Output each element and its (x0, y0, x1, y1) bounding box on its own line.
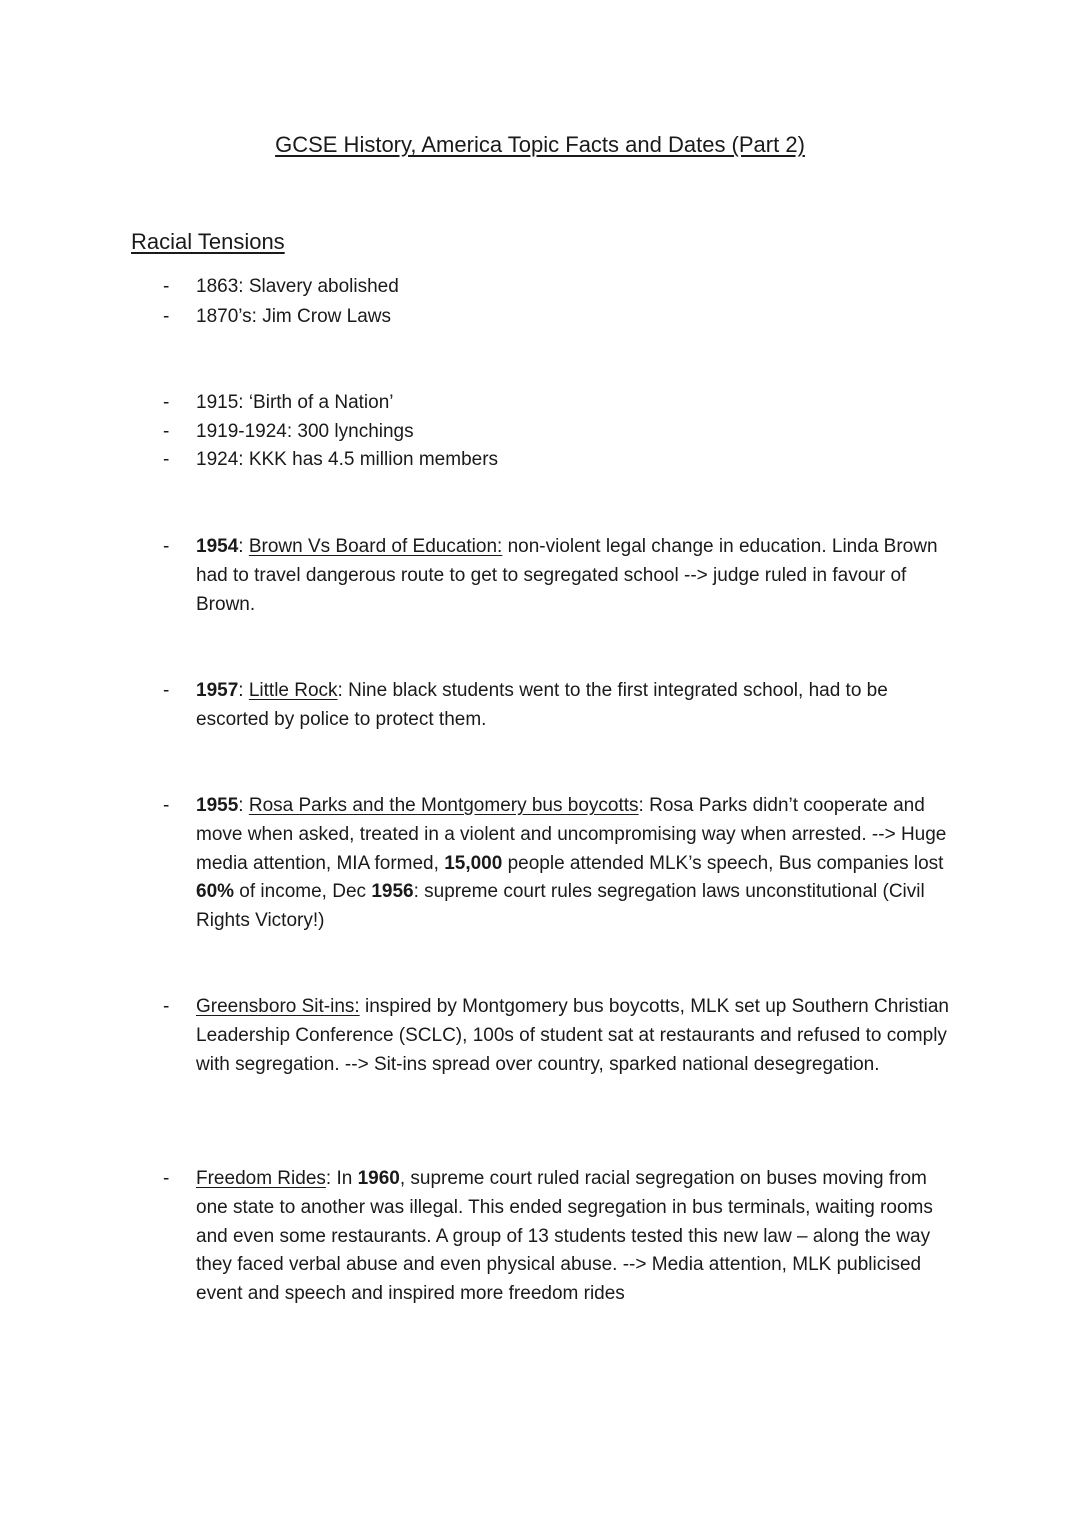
item-body: : supreme court rules segregation laws unconstitutional (Civil Rights Victory!) (196, 881, 925, 932)
page-title: GCSE History, America Topic Facts and Dates (Part 2) (275, 132, 805, 157)
item-bold: 1960 (357, 1168, 400, 1189)
list-item-rosa-parks (163, 792, 953, 936)
item-body: inspired by Montgomery bus boycotts, MLK set up Southern Christian Leadership Conference (SCLC), 100s of student sat at restaurants and refused to comply with segregation. --> Sit-ins spread over country, sparked national desegregation. (196, 996, 949, 1075)
bullet-marker: - (163, 680, 170, 701)
bullet-marker: - (163, 449, 170, 470)
item-body: of income, Dec (234, 881, 372, 903)
bullet-marker: - (163, 276, 170, 297)
bullet-marker: - (163, 536, 170, 557)
item-text: 1919-1924: 300 lynchings (196, 421, 414, 442)
item-date: 1954 (196, 536, 239, 557)
list-item (163, 418, 953, 447)
item-text: 1924: KKK has 4.5 million members (196, 449, 499, 470)
item-body: , supreme court ruled racial segregation on buses moving from one state to another was illegal. This ended segregation in bus terminals, waiting rooms and even some restaurants. A group of 13 students tested this new law – along the way they faced verbal abuse and even physical abuse. --> Media attention, MLK publicised event and speech and inspired more freedom rides (196, 1168, 933, 1305)
list-item-greensboro (163, 993, 953, 1079)
item-bold: 15,000 (444, 852, 503, 874)
separator: : (238, 536, 249, 557)
item-topic: Little Rock (248, 680, 338, 701)
item-text (196, 533, 953, 619)
separator: : (238, 795, 249, 816)
item-topic: Rosa Parks and the Montgomery bus boycotts (248, 795, 639, 816)
separator: : (238, 680, 249, 701)
item-text (196, 792, 953, 936)
item-bold: 1956 (371, 881, 414, 903)
bullet-marker: - (163, 996, 170, 1017)
item-date: 1955 (196, 795, 239, 816)
list-item (163, 446, 953, 475)
item-text (196, 993, 953, 1079)
item-text: 1870’s: Jim Crow Laws (196, 306, 392, 327)
item-text (196, 1165, 953, 1309)
item-topic: Brown Vs Board of Education: (248, 536, 503, 557)
list-item (163, 303, 953, 332)
bullet-marker: - (163, 421, 170, 442)
list-item-brown-vs-board (163, 533, 953, 619)
bullet-marker: - (163, 392, 170, 413)
item-text (196, 677, 953, 735)
item-date: 1957 (196, 680, 239, 701)
item-text: 1915: ‘Birth of a Nation’ (196, 392, 394, 413)
list-item (163, 273, 953, 302)
item-body: : In (325, 1168, 358, 1189)
section-heading: Racial Tensions (131, 229, 285, 254)
bullet-marker: - (163, 795, 170, 816)
bullet-marker: - (163, 1168, 170, 1189)
list-item (163, 389, 953, 418)
item-body: people attended MLK’s speech, Bus companies lost (502, 852, 944, 874)
item-body: : Nine black students went to the first integrated school, had to be escorted by police to protect them. (196, 680, 888, 730)
item-topic: Greensboro Sit-ins: (196, 996, 360, 1017)
bullet-marker: - (163, 306, 170, 327)
item-body: : Rosa Parks didn’t cooperate and move when asked, treated in a violent and uncompromising way when arrested. --> Huge media attention, MIA formed, (196, 795, 947, 874)
list-item-freedom-rides (163, 1165, 953, 1309)
item-body: non-violent legal change in education. Linda Brown had to travel dangerous route to get to segregated school --> judge ruled in favour of Brown. (196, 536, 938, 615)
item-bold: 60% (196, 881, 235, 903)
list-item-little-rock (163, 677, 953, 735)
item-text: 1863: Slavery abolished (196, 276, 399, 297)
item-topic: Freedom Rides (196, 1168, 326, 1189)
